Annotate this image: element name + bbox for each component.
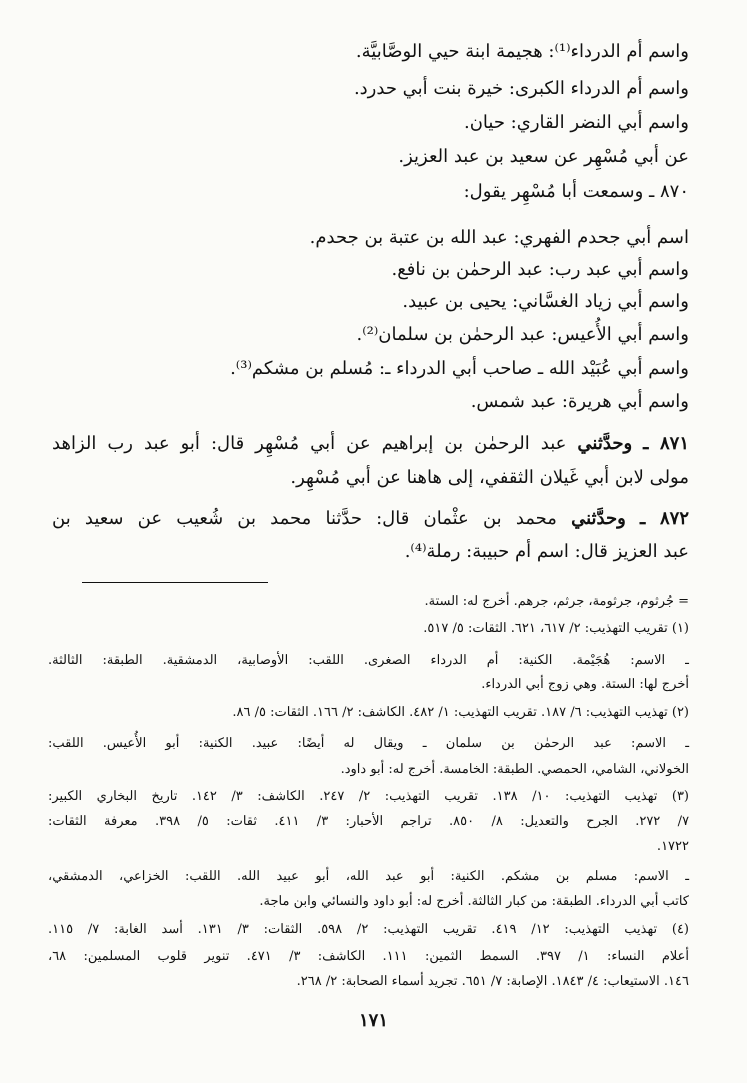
footnote-line: ـ الاسم: مسلم بن مشكم. الكنية: أبو عبد الله، أبو عبيد الله. اللقب: الخزاعي، الدمشقي، [48,869,689,884]
footnote-line: (١) تقريب التهذيب: ٢/ ٦١٧، ٦٢١. الثقات: ٥/ ٥١٧. [423,621,689,636]
main-line: عن أبي مُسْهِر عن سعيد بن عبد العزيز. [398,146,689,167]
entry-872-line-1 [52,507,689,531]
footnote-line: ـ الاسم: هُجَيْمة. الكنية: أم الدرداء الصغرى. اللقب: الأوصابية، الدمشقية. الطبقة: الثالثة. [48,653,689,668]
footnote-separator [82,582,268,583]
footnote-line: أخرج لها: الستة. وهي زوج أبي الدرداء. [481,677,689,692]
footnote-line: (٤) تهذيب التهذيب: ١٢/ ٤١٩. تقريب التهذيب: ٢/ ٥٩٨. الثقات: ٣/ ١٣١. أسد الغابة: ٧/ ١١٥. [48,922,689,937]
entry-871-keyword: وحدَّثني [577,433,633,454]
entry-871-text: عبد الرحمٰن بن إبراهيم عن أبي مُسْهِر قال: أبو عبد رب الزاهد [52,433,567,454]
footnote-line: الخولاني، الشامي، الحمصي. الطبقة: الخامسة. أخرج له: أبو داود. [340,762,689,777]
footnote-line: كاتب أبي الدرداء. الطبقة: من كبار الثالثة. أخرج له: أبو داود والنسائي وابن ماجة. [259,894,689,909]
footnote-line: ١٤٦. الاستيعاب: ٤/ ١٨٤٣. الإصابة: ٧/ ٦٥١. تجريد أسماء الصحابة: ٢/ ٢٦٨. [296,974,689,989]
footnote-line: ١٧٢٢. [656,839,689,854]
entry-871-line-2: مولى لابن أبي غَيلان الثقفي، إلى هاهنا عن أبي مُسْهِر. [290,467,689,488]
footnote-line: ٧/ ٢٧٢. الجرح والتعديل: ٨/ ٨٥٠. تراجم الأحبار: ٣/ ٤١١. ثقات: ٥/ ٣٩٨. معرفة الثقات: [48,814,690,829]
footnote-line: = جُرثوم، جرثومة، جرثم، جرهم. أخرج له: الستة. [424,594,689,609]
main-line: ٨٧٠ ـ وسمعت أبا مُسْهِر يقول: [463,181,689,202]
entry-871-number: ٨٧١ ـ [643,433,689,454]
entry-871-line-1 [52,432,689,456]
footnote-line: (٢) تهذيب التهذيب: ٦/ ١٨٧. تقريب التهذيب: ١/ ٤٨٢. الكاشف: ٢/ ١٦٦. الثقات: ٥/ ٨٦. [232,705,689,720]
footnote-line: أعلام النساء: ١/ ٣٩٧. السمط الثمين: ١١١. الكاشف: ٣/ ٤٧١. تنوير قلوب المسلمين: ٦٨، [48,949,690,964]
main-line: واسم أبي عبد رب: عبد الرحمٰن بن نافع. [391,259,689,280]
footnote-line: ـ الاسم: عبد الرحمٰن بن سلمان ـ ويقال له أيضًا: عبيد. الكنية: أبو الأُعيس. اللقب: [48,736,689,751]
main-line: واسم أبي هريرة: عبد شمس. [470,391,689,412]
main-line: واسم أبي الأُعيس: عبد الرحمٰن بن سلمان⁽²⁾. [356,324,689,345]
footnote-line: (٣) تهذيب التهذيب: ١٠/ ١٣٨. تقريب التهذيب: ٢/ ٢٤٧. الكاشف: ٣/ ١٤٢. تاريخ البخاري الكبير: [48,789,689,804]
entry-872-keyword: وحدَّثني [571,508,626,529]
main-line: اسم أبي جحدم الفهري: عبد الله بن عتبة بن جحدم. [309,227,689,248]
main-line: واسم أم الدرداء الكبرى: خيرة بنت أبي حدرد. [353,78,689,99]
main-line: واسم أبي النضر القاري: حيان. [463,112,689,133]
entry-872-text: محمد بن عثْمان قال: حدَّثنا محمد بن شُعيب عن سعيد بن [52,508,557,529]
main-line: واسم أبي زياد الغسَّاني: يحيى بن عبيد. [402,291,689,312]
page-number: ١٧١ [358,1010,388,1031]
main-line: واسم أبي عُبَيْد الله ـ صاحب أبي الدرداء ـ: مُسلم بن مشكم⁽³⁾. [230,358,689,379]
entry-872-number: ٨٧٢ ـ [640,508,689,529]
entry-872-line-2: عبد العزيز قال: اسم أم حبيبة: رملة⁽⁴⁾. [404,541,689,562]
main-line: واسم أم الدرداء⁽¹⁾: هجيمة ابنة حيي الوصَّابيَّة. [355,41,689,62]
